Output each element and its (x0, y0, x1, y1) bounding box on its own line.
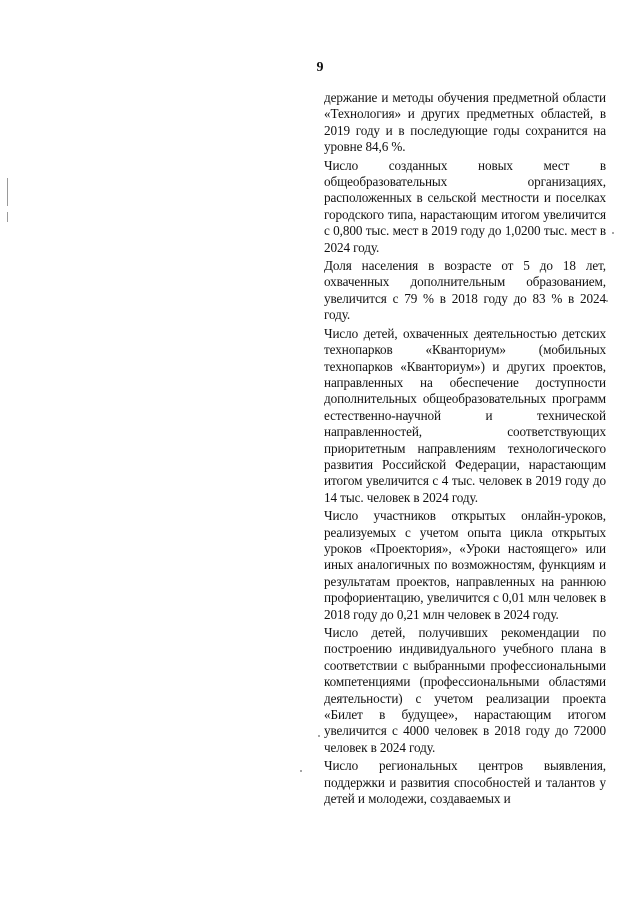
paragraph: Число детей, получивших рекомендации по построению индивидуального учебного плана в соответствии с выбранными профессиональными компетенциями (профессиональными областями деятельности) с учетом реализации проекта «Билет в будущее», нарастающим итогом увеличится с 4000 человек в 2018 году до 72000 человек в 2024 году. (324, 625, 606, 755)
text-column (324, 90, 606, 809)
paragraph: Доля населения в возрасте от 5 до 18 лет, охваченных дополнительным образованием, увеличится с 79 % в 2018 году до 83 % в 2024 году. (324, 258, 606, 323)
margin-mark (7, 178, 8, 206)
paragraph: Число участников открытых онлайн-уроков, реализуемых с учетом опыта цикла открытых уроков «Проектория», «Уроки настоящего» или иных аналогичных по возможностям, функциям и результатам проектов, направленных на раннюю профориентацию, увеличится с 0,01 млн человек в 2018 году до 0,21 млн человек в 2024 году. (324, 508, 606, 622)
paragraph: Число созданных новых мест в общеобразовательных организациях, расположенных в сельской местности и поселках городского типа, нарастающим итогом увеличится с 0,800 тыс. мест в 2019 году до 1,0200 тыс. мест в 2024 году. (324, 157, 606, 255)
paragraph: Число региональных центров выявления, поддержки и развития способностей и талантов у детей и молодежи, создаваемых и (324, 758, 606, 807)
scan-speck (606, 300, 608, 302)
paragraph: Число детей, охваченных деятельностью детских технопарков «Кванториум» (мобильных технопарков «Кванториум») и других проектов, направленных на обеспечение доступности дополнительных общеобразовательных программ естественно-научной и технической направленностей, соответствующих приоритетным направлениям технологического развития Российской Федерации, нарастающим итогом увеличится с 4 тыс. человек в 2019 году до 14 тыс. человек в 2024 году. (324, 325, 606, 505)
paragraph: держание и методы обучения предметной области «Технология» и других предметных областей, в 2019 году и в последующие годы сохранится на уровне 84,6 %. (324, 90, 606, 155)
scan-speck (300, 770, 302, 772)
scan-speck (318, 735, 320, 737)
page-number: 9 (316, 60, 324, 75)
margin-mark (7, 212, 8, 222)
scan-speck (612, 232, 614, 234)
